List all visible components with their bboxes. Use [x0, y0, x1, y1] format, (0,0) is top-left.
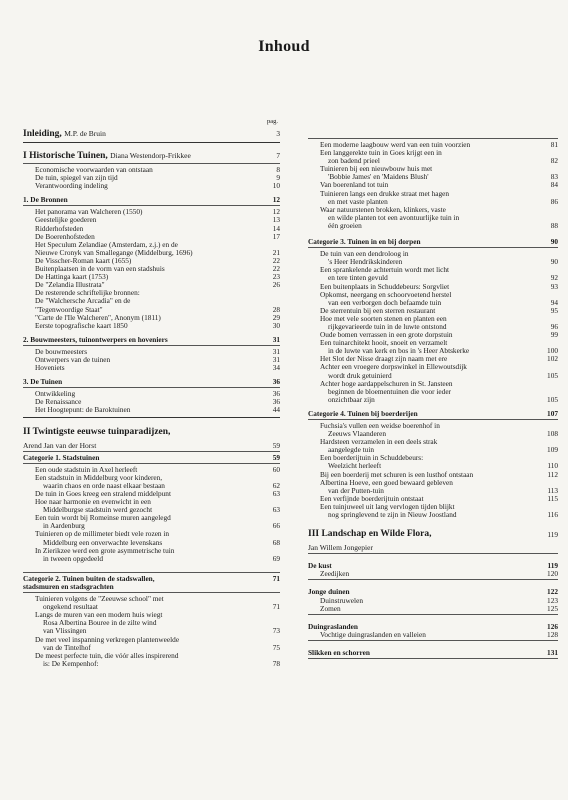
toc-author: Arend Jan van der Horst 59 [23, 440, 280, 450]
toc-entry-page: 17 [272, 231, 280, 241]
toc-category-1[interactable]: Categorie 1. Stadstuinen 59 [23, 452, 280, 462]
toc-list [308, 250, 558, 404]
toc-entry-title: Van boerenland tot tuin [320, 180, 389, 190]
toc-category-4[interactable]: Categorie 4. Tuinen bij boerderijen 107 [308, 408, 558, 418]
toc-entry-page: 105 [547, 370, 558, 380]
toc-entry-title: De tuin, spiegel van zijn tijd [35, 173, 118, 183]
toc-entry-page: 113 [547, 485, 558, 495]
toc-entry-title: Hoe naar harmonie en evenwicht in een [35, 497, 151, 507]
toc-entry-page: 96 [550, 321, 558, 331]
toc-list [23, 466, 280, 563]
toc-entry-page: 71 [272, 602, 280, 612]
toc-entry-title: Hoveniets [35, 363, 65, 373]
toc-entry-title: De Hattinga kaart (1753) [35, 272, 109, 282]
toc-entry-title: De meest perfecte tuin, die vóór alles inspirerend [35, 650, 179, 660]
toc-entry-page: 44 [272, 405, 280, 415]
toc-entry-page: 31 [272, 354, 280, 364]
toc-entry-title: van der Putten-tuin [328, 485, 384, 495]
toc-entry-title: Weelzicht herleeft [328, 461, 382, 471]
toc-entry-title: Een oude stadstuin in Axel herleeft [35, 464, 138, 474]
toc-entry-page: 68 [272, 537, 280, 547]
toc-entry-page: 100 [547, 346, 558, 356]
toc-entry-title: De "Zelandia Illustrata" [35, 280, 105, 290]
toc-entry-page: 36 [272, 397, 280, 407]
toc-entry-title: Een buitenplaats in Schuddebeurs: Sorgvliet [320, 281, 450, 291]
toc-entry[interactable] [308, 597, 558, 605]
toc-section-twintigste-eeuwse[interactable]: II Twintigste eeuwse tuinparadijzen, [23, 426, 171, 437]
toc-entry[interactable] [308, 396, 558, 404]
toc-entry-title: Duinstruwelen [320, 595, 363, 605]
toc-entry-title: Verantwoording indeling [35, 181, 108, 191]
toc-entry-title: Het Slot der Nisse draagt zijn naam met ere [320, 354, 448, 364]
toc-list [23, 208, 280, 329]
toc-entry-title: Bij een boerderij met schuren is een lusthof ontstaan [320, 469, 474, 479]
toc-entry-title: beginnen de bloementuinen die voor ieder [328, 386, 451, 396]
toc-entry[interactable] [308, 631, 558, 639]
toc-entry-title: onzichtbaar zijn [328, 394, 375, 404]
toc-entry-title: ongekend resultaat [43, 602, 98, 612]
toc-chapter-bouwmeesters[interactable]: 2. Bouwmeesters, tuinontwerpers en hoveniers 31 [23, 334, 280, 344]
toc-entry-page: 69 [272, 553, 280, 563]
toc-entry-title: Opkomst, neergang en schoorvoetend herstel [320, 289, 452, 299]
toc-entry-title: Tuinieren langs een drukke straat met hagen [320, 188, 450, 198]
toc-entry-title: De met veel inspanning verkregen plantenweelde [35, 634, 180, 644]
toc-entry-title: Ridderhofsteden [35, 223, 84, 233]
toc-entry-page: 105 [547, 394, 558, 404]
toc-entry-title: 's Heer Hendrikskinderen [328, 257, 403, 267]
toc-section-inleiding[interactable]: Inleiding, M.P. de Bruin 3 [23, 129, 280, 139]
toc-entry-title: De sterrentuin bij een sterren restaurant [320, 305, 436, 315]
toc-entry-title: Tuinieren op de millimeter biedt vele rozen in [35, 529, 170, 539]
toc-entry-page: 63 [272, 489, 280, 498]
toc-entry-title: Achter hoge aardappelschuren in St. Jansteen [320, 378, 453, 388]
toc-entry[interactable] [308, 222, 558, 230]
toc-entry-title: Zeeuws Vlaanderen [328, 429, 387, 439]
toc-entry-title: Het panorama van Walcheren (1550) [35, 207, 143, 217]
toc-entry-title: één groeien [328, 220, 362, 230]
toc-entry-page: 84 [550, 180, 558, 190]
toc-entry[interactable] [23, 660, 280, 668]
toc-entry-page: 115 [547, 493, 558, 503]
toc-entry-page: 78 [272, 658, 280, 668]
toc-entry-page: 108 [547, 429, 558, 439]
toc-entry-title: Langs de muren van een modern huis wiegt [35, 610, 163, 620]
toc-entry-page: 62 [272, 480, 280, 490]
toc-entry-page: 120 [547, 569, 558, 579]
toc-heading-duingraslanden[interactable]: Duingraslanden 126 [308, 621, 558, 631]
toc-entry-page: 9 [276, 173, 280, 183]
toc-entry[interactable] [308, 511, 558, 519]
toc-entry-page: 95 [550, 305, 558, 315]
toc-entry-page: 94 [550, 297, 558, 307]
toc-entry-title: Een langgerekte tuin in Goes krijgt een in [320, 148, 442, 158]
toc-entry-title: Een tuin wordt bij Romeinse muren aangelegd [35, 513, 171, 523]
toc-entry-page: 23 [272, 272, 280, 282]
toc-entry-title: Een tuinarchitekt hooit, snoeit en verzamelt [320, 338, 448, 348]
toc-entry-page: 36 [272, 389, 280, 399]
toc-entry-page: 14 [272, 223, 280, 233]
toc-entry-title: van Vlissingen [43, 626, 87, 636]
toc-entry-title: Een stadstuin in Middelburg voor kinderen, [35, 472, 163, 482]
toc-entry-page: 82 [550, 156, 558, 166]
toc-entry-title: Een verfijnde boerderijtuin ontstaat [320, 493, 424, 503]
toc-entry-title: Een boerderijtuin in Schuddebeurs: [320, 453, 424, 463]
toc-entry-title: aangelegde tuin [328, 445, 374, 455]
toc-entry-title: De Boerenhofsteden [35, 231, 95, 241]
toc-entry-title: Oude bomen verrassen in een grote dorpstuin [320, 330, 453, 340]
toc-entry-title: "Tegenwoordige Staat" [35, 304, 103, 314]
toc-entry-title: waarin chaos en orde naast elkaar bestaan [43, 480, 165, 490]
toc-list [308, 141, 558, 230]
toc-entry-page: 60 [272, 464, 280, 474]
toc-entry-title: Het Speculum Zelandiae (Amsterdam, z.j.) en de [35, 239, 178, 249]
toc-entry-title: Waar natuurstenen brokken, klinkers, vaste [320, 204, 446, 214]
toc-entry-title: Economische voorwaarden van ontstaan [35, 165, 153, 174]
toc-right-column [308, 137, 558, 661]
toc-entry-title: en wilde planten tot een avontuurlijke tuin in [328, 212, 460, 222]
toc-entry-title: wordt druk getuinierd [328, 370, 392, 380]
pag-label: pag. [266, 118, 278, 125]
toc-entry-title: De Renaissance [35, 397, 82, 407]
toc-entry-title: De bouwmeesters [35, 346, 88, 356]
toc-list [23, 595, 280, 668]
toc-list [308, 422, 558, 519]
toc-entry-title: in Aardenburg [43, 521, 85, 531]
toc-entry-page: 123 [547, 595, 558, 605]
toc-entry-title: en met vaste planten [328, 196, 388, 206]
toc-entry-title: van een verborgen doch befaamde tuin [328, 297, 442, 307]
toc-entry-title: van de Tintelhof [43, 642, 91, 652]
toc-entry[interactable] [23, 322, 280, 330]
toc-entry-title: Achter een vroegere dorpswinkel in Ellewoutsdijk [320, 362, 467, 372]
toc-section-landschap[interactable]: III Landschap en Wilde Flora, 119 [308, 529, 558, 540]
toc-entry-title: is: De Kempenhof: [43, 658, 99, 668]
toc-list [23, 166, 280, 190]
toc-list [23, 390, 280, 414]
toc-list [308, 597, 558, 613]
toc-entry-title: De Visscher-Roman kaart (1655) [35, 255, 132, 265]
toc-entry-title: Albertina Hoeve, een goed bewaard gebleven [320, 477, 453, 487]
toc-entry-title: Een sprankelende achtertuin wordt met licht [320, 265, 450, 275]
toc-entry-title: Tuinieren volgens de "Zeeuwse school" met [35, 594, 164, 604]
toc-entry-title: in de luwte van kerk en bos in 's Heer Abtskerke [328, 346, 470, 356]
toc-author: Jan Willem Jongepier [308, 543, 373, 553]
toc-entry-title: De tuin in Goes kreeg een stralend middelpunt [35, 489, 171, 498]
toc-entry-title: Middelburg een onverwachte levenskans [43, 537, 163, 547]
toc-entry-page: 90 [550, 257, 558, 267]
toc-entry-page: 112 [547, 469, 558, 479]
page-title: Inhoud [258, 38, 310, 55]
toc-entry-page: 125 [547, 603, 558, 613]
toc-entry-title: 'Bobbie James' en 'Maidens Blush' [328, 172, 429, 182]
toc-entry-title: zon badend prieel [328, 156, 380, 166]
toc-entry-page: 26 [272, 280, 280, 290]
toc-category-2[interactable]: Categorie 2. Tuinen buiten de stadswallen, 71 [23, 573, 280, 583]
toc-entry[interactable] [23, 182, 280, 190]
toc-entry-page: 109 [547, 445, 558, 455]
toc-entry-page: 83 [550, 172, 558, 182]
toc-entry-title: Buitenplaatsen in de vorm van een stadshuis [35, 264, 165, 274]
toc-entry-title: in tweeen opgedeeld [43, 553, 103, 563]
toc-entry-title: De resterende schriftelijke bronnen: [35, 288, 140, 298]
toc-entry-title: Hoe met vele soorten stenen en planten een [320, 313, 447, 323]
toc-entry-title: Ontwikkeling [35, 389, 76, 399]
toc-entry-title: Eerste topografische kaart 1850 [35, 320, 128, 330]
toc-entry-page: 102 [547, 354, 558, 364]
toc-entry-page: 10 [272, 181, 280, 191]
toc-entry-title: Ontwerpers van de tuinen [35, 354, 111, 364]
toc-list [308, 631, 558, 639]
toc-entry-page: 92 [550, 273, 558, 283]
toc-entry-title: Nieuwe Cronyk van Smallegange (Middelburg, 1696) [35, 247, 193, 257]
toc-left-column [23, 118, 280, 668]
toc-entry-title: Zomen [320, 603, 341, 613]
toc-entry-page: 28 [272, 304, 280, 314]
toc-chapter-tuinen[interactable]: 3. De Tuinen 36 [23, 377, 280, 387]
toc-entry-page: 86 [550, 196, 558, 206]
toc-entry-page: 116 [547, 510, 558, 520]
toc-entry-title: Een moderne laagbouw werd van een tuin voorzien [320, 140, 471, 149]
toc-entry-page: 13 [272, 215, 280, 225]
toc-entry-page: 31 [272, 346, 280, 356]
toc-entry-title: Geestelijke goederen [35, 215, 97, 225]
toc-entry-page: 128 [547, 629, 558, 639]
toc-entry-page: 99 [550, 330, 558, 340]
toc-heading-kust[interactable]: De kust 119 [308, 561, 558, 571]
toc-entry[interactable] [23, 555, 280, 563]
toc-entry-page: 22 [272, 255, 280, 265]
toc-entry-title: Vochtige duingraslanden en valleien [320, 629, 426, 639]
toc-entry-page: 8 [276, 165, 280, 174]
toc-entry-page: 30 [272, 320, 280, 330]
toc-entry-page: 21 [272, 247, 280, 257]
toc-entry[interactable] [308, 570, 558, 578]
toc-entry-page: 110 [547, 461, 558, 471]
toc-entry-title: rijkgevarieerde tuin in de luwte ontstond [328, 321, 447, 331]
toc-entry[interactable] [23, 364, 280, 372]
toc-chapter-bronnen[interactable]: 1. De Bronnen 12 [23, 195, 280, 205]
toc-entry-title: en tere tinten gevuld [328, 273, 388, 283]
toc-entry-title: Tuinieren bij een nieuwbouw huis met [320, 164, 433, 174]
toc-entry-page: 81 [550, 140, 558, 149]
toc-entry-page: 66 [272, 521, 280, 531]
toc-list [308, 570, 558, 578]
toc-entry-page: 12 [272, 207, 280, 217]
toc-entry-page: 88 [550, 220, 558, 230]
toc-entry-title: Zeedijken [320, 569, 350, 579]
toc-entry-page: 34 [272, 363, 280, 373]
toc-entry-title: Hardsteen verzamelen in een deels strak [320, 437, 438, 447]
toc-entry-title: De "Walchersche Arcadia" en de [35, 296, 131, 306]
toc-entry-page: 29 [272, 312, 280, 322]
toc-entry-page: 75 [272, 642, 280, 652]
toc-entry-title: In Zierikzee werd een grote asymmetrische tuin [35, 545, 175, 555]
toc-entry-title: Rosa Albertina Bouree in de zilte wind [43, 618, 157, 628]
toc-entry-title: De tuin van een dendroloog in [320, 249, 409, 259]
toc-entry-page: 63 [272, 505, 280, 515]
toc-entry[interactable] [308, 605, 558, 613]
toc-entry-title: Een tuinjuweel uit lang vervlogen tijden blijkt [320, 501, 455, 511]
toc-entry-page: 93 [550, 281, 558, 291]
toc-entry-title: Middelburgse stadstuin werd gezocht [43, 505, 153, 515]
toc-entry-page: 73 [272, 626, 280, 636]
toc-heading-jonge-duinen[interactable]: Jonge duinen 122 [308, 587, 558, 597]
toc-entry-page: 22 [272, 264, 280, 274]
toc-category-2-cont: stadsmuren en stadsgrachten [23, 581, 114, 591]
toc-entry-title: Het Hoogtepunt: de Baroktuinen [35, 405, 131, 415]
toc-section-historische-tuinen[interactable]: I Historische Tuinen, Diana Westendorp-Frikkee 7 [23, 151, 280, 161]
toc-entry-title: Fuchsia's vullen een weidse boerenhof in [320, 421, 440, 430]
toc-entry-title: "Carte de l'Ile Walcheren", Anonym (1811) [35, 312, 161, 322]
toc-entry[interactable] [23, 406, 280, 414]
divider [23, 142, 280, 143]
toc-heading-slikken[interactable]: Slikken en schorren 131 [308, 647, 558, 657]
toc-entry-title: nog springlevend te zijn in Nieuw Joostland [328, 510, 457, 520]
toc-list [23, 348, 280, 372]
toc-category-3[interactable]: Categorie 3. Tuinen in en bij dorpen 90 [308, 237, 558, 247]
